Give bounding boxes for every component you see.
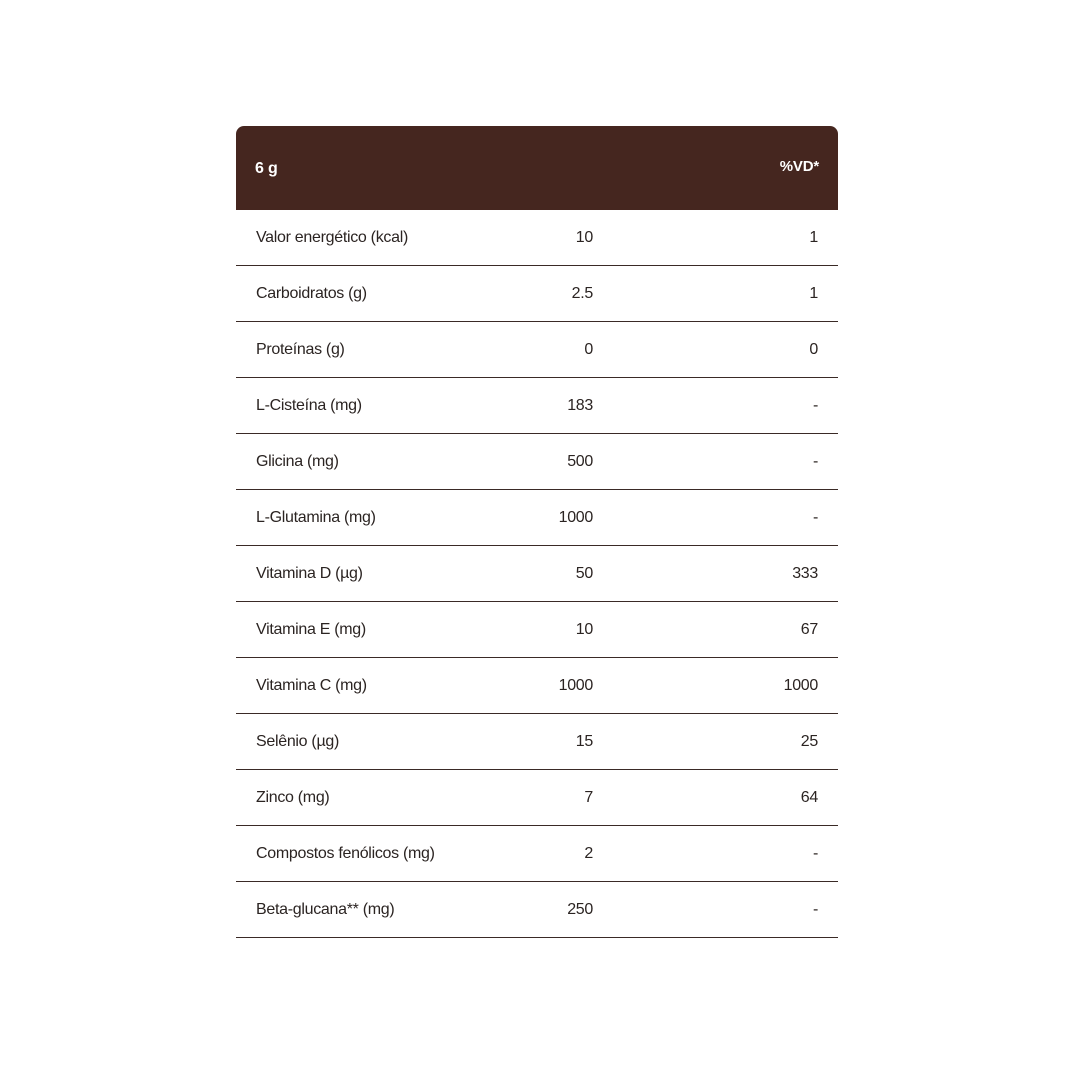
nutrient-daily-value: - bbox=[812, 900, 818, 918]
nutrient-name: Beta-glucana** (mg) bbox=[256, 900, 395, 918]
nutrient-name: Vitamina D (µg) bbox=[256, 564, 363, 582]
nutrient-name: L-Glutamina (mg) bbox=[256, 508, 376, 526]
nutrient-daily-value: - bbox=[812, 396, 818, 414]
nutrient-amount: 2.5 bbox=[571, 284, 593, 302]
nutrient-amount: 10 bbox=[575, 620, 593, 638]
nutrient-name: Selênio (µg) bbox=[256, 732, 339, 750]
nutrient-amount: 7 bbox=[584, 788, 593, 806]
nutrient-name: Carboidratos (g) bbox=[256, 284, 367, 302]
nutrient-amount: 15 bbox=[575, 732, 593, 750]
nutrient-amount: 183 bbox=[567, 396, 593, 414]
nutrient-daily-value: 1 bbox=[809, 284, 818, 302]
nutrient-daily-value: 64 bbox=[800, 788, 818, 806]
nutrient-rows bbox=[236, 210, 838, 938]
nutrient-name: Zinco (mg) bbox=[256, 788, 330, 806]
nutrition-facts-table bbox=[236, 126, 838, 938]
nutrient-name: Valor energético (kcal) bbox=[256, 228, 408, 246]
nutrient-daily-value: 1000 bbox=[783, 676, 818, 694]
table-row bbox=[236, 770, 838, 826]
table-row bbox=[236, 714, 838, 770]
table-row bbox=[236, 826, 838, 882]
table-row bbox=[236, 882, 838, 938]
nutrient-name: Vitamina C (mg) bbox=[256, 676, 367, 694]
nutrient-daily-value: 67 bbox=[800, 620, 818, 638]
nutrient-amount: 1000 bbox=[558, 676, 593, 694]
table-header bbox=[236, 126, 838, 210]
table-row bbox=[236, 378, 838, 434]
nutrient-name: Glicina (mg) bbox=[256, 452, 339, 470]
nutrient-amount: 500 bbox=[567, 452, 593, 470]
nutrient-amount: 2 bbox=[584, 844, 593, 862]
nutrient-amount: 10 bbox=[575, 228, 593, 246]
table-row bbox=[236, 602, 838, 658]
nutrient-daily-value: 25 bbox=[800, 732, 818, 750]
nutrient-daily-value: - bbox=[812, 508, 818, 526]
table-row bbox=[236, 490, 838, 546]
table-row bbox=[236, 266, 838, 322]
nutrient-amount: 50 bbox=[575, 564, 593, 582]
nutrient-amount: 250 bbox=[567, 900, 593, 918]
nutrient-amount: 0 bbox=[584, 340, 593, 358]
nutrient-name: Proteínas (g) bbox=[256, 340, 345, 358]
table-row bbox=[236, 658, 838, 714]
table-row bbox=[236, 546, 838, 602]
table-row bbox=[236, 210, 838, 266]
nutrient-daily-value: 1 bbox=[809, 228, 818, 246]
table-row bbox=[236, 322, 838, 378]
nutrient-name: Compostos fenólicos (mg) bbox=[256, 844, 435, 862]
table-row bbox=[236, 434, 838, 490]
nutrient-name: L-Cisteína (mg) bbox=[256, 396, 362, 414]
nutrient-daily-value: 0 bbox=[809, 340, 818, 358]
nutrient-amount: 1000 bbox=[558, 508, 593, 526]
daily-value-header: %VD* bbox=[779, 157, 819, 175]
nutrient-name: Vitamina E (mg) bbox=[256, 620, 366, 638]
nutrient-daily-value: - bbox=[812, 452, 818, 470]
nutrient-daily-value: - bbox=[812, 844, 818, 862]
serving-size-label: 6 g bbox=[255, 160, 278, 177]
nutrient-daily-value: 333 bbox=[792, 564, 818, 582]
